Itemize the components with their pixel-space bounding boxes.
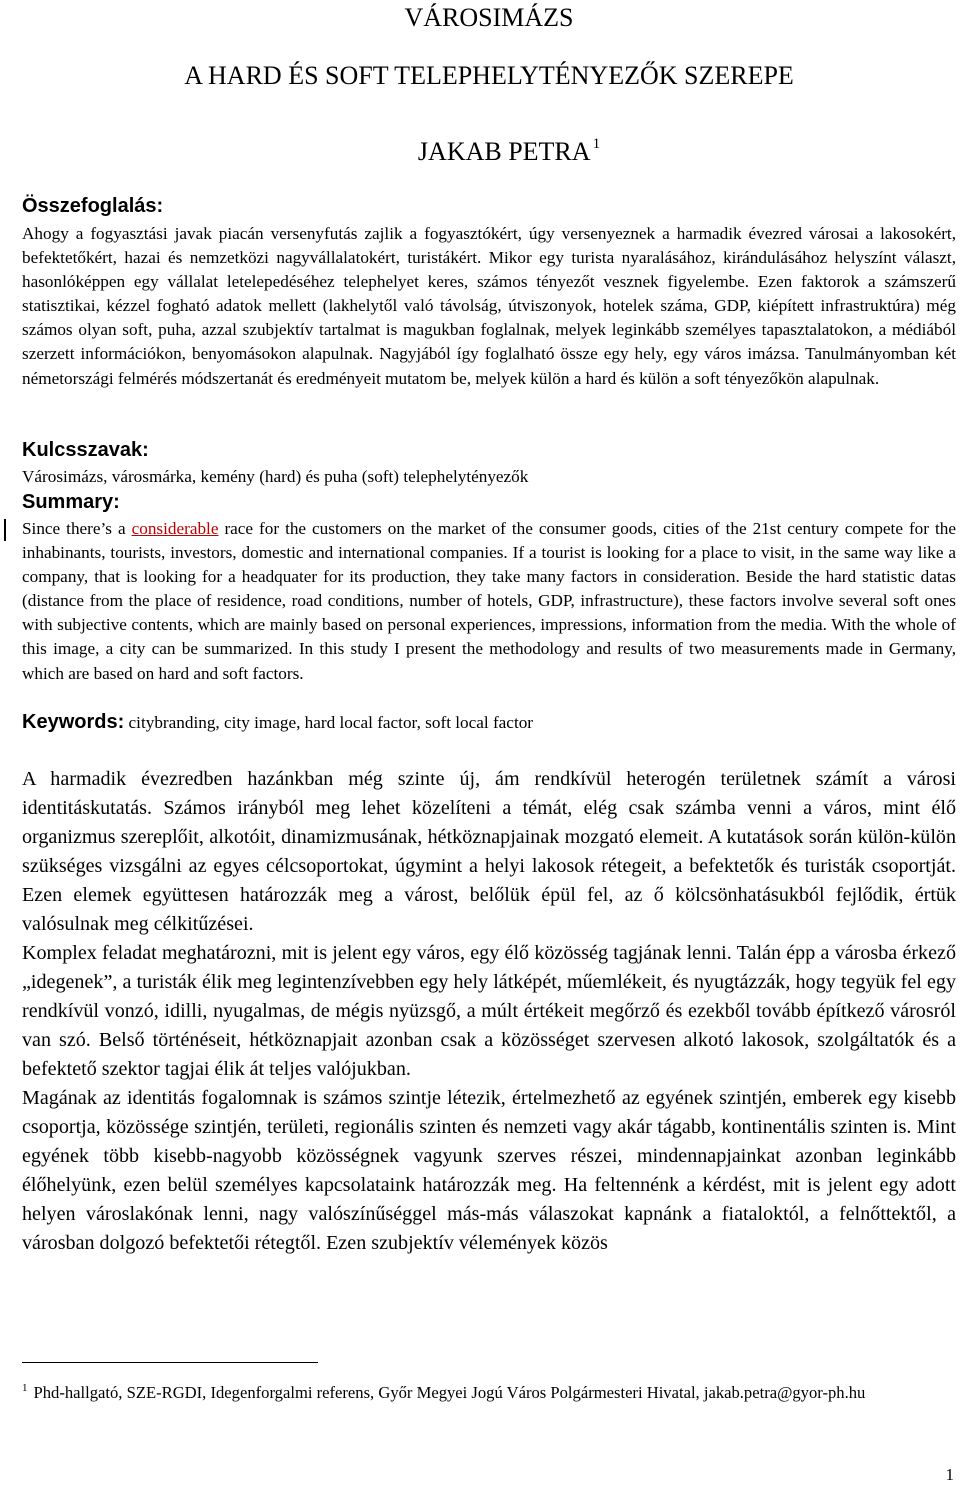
summary-text-rest: race for the customers on the market of the consumer goods, cities of the 21st century compete for the inhabinants, tourists, investors, domestic and international companies. If a tourist is looking for a place to visit, in the same way like a company, that is looking for a headquater for its production, they take many factors in consideration. Beside the hard statistic datas (distance from the place of residence, road conditions, number of hotels, GDP, infrastructure), these factors involve several soft ones with subjective contents, which are mainly based on personal experiences, impressions, information from the media. With the whole of this image, a city can be summarized. In this study I present the methodology and results of two measurements made in Germany, which are based on hard and soft factors.	[22, 519, 956, 683]
footnote-separator	[22, 1362, 318, 1363]
footnote-mark: 1	[22, 1382, 28, 1394]
body-text	[22, 765, 956, 1258]
abstract-text: Ahogy a fogyasztási javak piacán versenyfutás zajlik a fogyasztókért, úgy versenyeznek a harmadik évezred városai a lakosokért, befektetőkért, hazai és nemzetközi nagyvállalatokért, turistákért. Mikor egy turista nyaralásához, kirándulásához helyszínt választ, hasonlóképpen egy vállalat letelepedéséhez telephelyet keres, számos tényezőt vesznek figyelembe. Ezen faktorok a számszerű statisztikai, kézzel fogható adatok mellett (lakhelytől való távolság, útviszonyok, hotelek száma, GDP, kiépített infrastruktúra) még számos olyan soft, puha, azzal szubjektív tartalmat is magukban foglalnak, melyek leginkább személyes tapasztalatokon, a médiából szerzett információkon, benyomásokon alapulnak. Nagyjából így foglalható össze egy hely, egy város imázsa. Tanulmányomban két németországi felmérés módszertanát és eredményeit mutatom be, melyek külön a hard és külön a soft tényezőkön alapulnak.	[22, 224, 956, 388]
footnote	[22, 1376, 956, 1405]
keywords-en	[22, 708, 533, 737]
body-paragraph: Komplex feladat meghatározni, mit is jelent egy város, egy élő közösség tagjának lenni. Talán épp a városba érkező „idegenek”, a turisták élik meg legintenzívebben egy hely látképét, műemlékeit, és nyugtázzák, hogy tegyük fel egy rendkívül vonzó, idilli, nyugalmas, de mégis nyüzsgő, a múlt értékeit megőrző és ezekből tovább építkező városról van szó. Belső történéseit, hétköznapjait azonban csak a közösséget szervesen alkotó lakosok, szolgáltatók és a befektető szektor tagjai élik át teljes valójukban.	[22, 942, 956, 1080]
author-name: JAKAB PETRA	[417, 137, 591, 166]
body-paragraph: A harmadik évezredben hazánkban még szinte új, ám rendkívül heterogén területnek számít a városi identitáskutatás. Számos irányból meg lehet közelíteni a témát, elég csak számba venni a város, mint élő organizmus szereplőit, alkotóit, dinamizmusának, hétköznapjainak mozgató elemeit. A kutatások során külön-külön szükséges vizsgálni az egyes célcsoportokat, úgymint a helyi lakosok rétegeit, a befektetők és turisták csoportját. Ezen elemek együttesen határozzák meg a várost, belőlük épül fel, az ő kölcsönhatásukból fejlődik, értük valósulnak meg célkitűzései.	[22, 768, 956, 935]
summary-heading: Summary:	[22, 491, 120, 513]
page-number: 1	[945, 1465, 954, 1484]
summary-text-start: Since there’s a	[22, 519, 132, 538]
keywords-en-text: citybranding, city image, hard local factor, soft local factor	[124, 713, 534, 732]
keywords-en-heading: Keywords:	[22, 711, 125, 733]
keywords-hu-heading: Kulcsszavak:	[22, 439, 149, 461]
revision-change-bar	[4, 519, 6, 541]
footnote-text: Phd-hallgató, SZE-RGDI, Idegenforgalmi referens, Győr Megyei Jogú Város Polgármesteri Hivatal, jakab.petra@gyor-ph.hu	[33, 1383, 866, 1402]
abstract-heading: Összefoglalás:	[22, 195, 164, 217]
author-footnote-mark: 1	[592, 136, 601, 152]
body-paragraph: Magának az identitás fogalomnak is számos szintje létezik, értelmezhető az egyének szintjén, emberek egy kisebb csoportja, közössége szintjén, területi, regionális szinten és nemzeti vagy akár tágabb, kontinentális szinten is. Mint egyének több kisebb-nagyobb közösségnek vagyunk szerves részei, mindennapjainkat azonban leginkább élőhelyünk, ezen belül személyes kapcsolataink határozzák meg. Ha feltennénk a kérdést, mit is jelent egy adott helyen városlakónak lenni, nagy valószínűséggel más-más válaszokat kapnánk a fiataloktól, a felnőttektől, a városban dolgozó befektetői rétegtől. Ezen szubjektív vélemények közös	[22, 1087, 956, 1254]
keywords-hu-text: Városimázs, városmárka, kemény (hard) és puha (soft) telephelytényezők	[22, 467, 529, 486]
tracked-change-word: considerable	[131, 519, 219, 538]
author-line	[22, 128, 956, 168]
title-line-2: A HARD ÉS SOFT TELEPHELYTÉNYEZŐK SZEREPE	[184, 61, 794, 90]
title-line-1: VÁROSIMÁZS	[404, 3, 574, 32]
summary-text	[22, 517, 956, 686]
